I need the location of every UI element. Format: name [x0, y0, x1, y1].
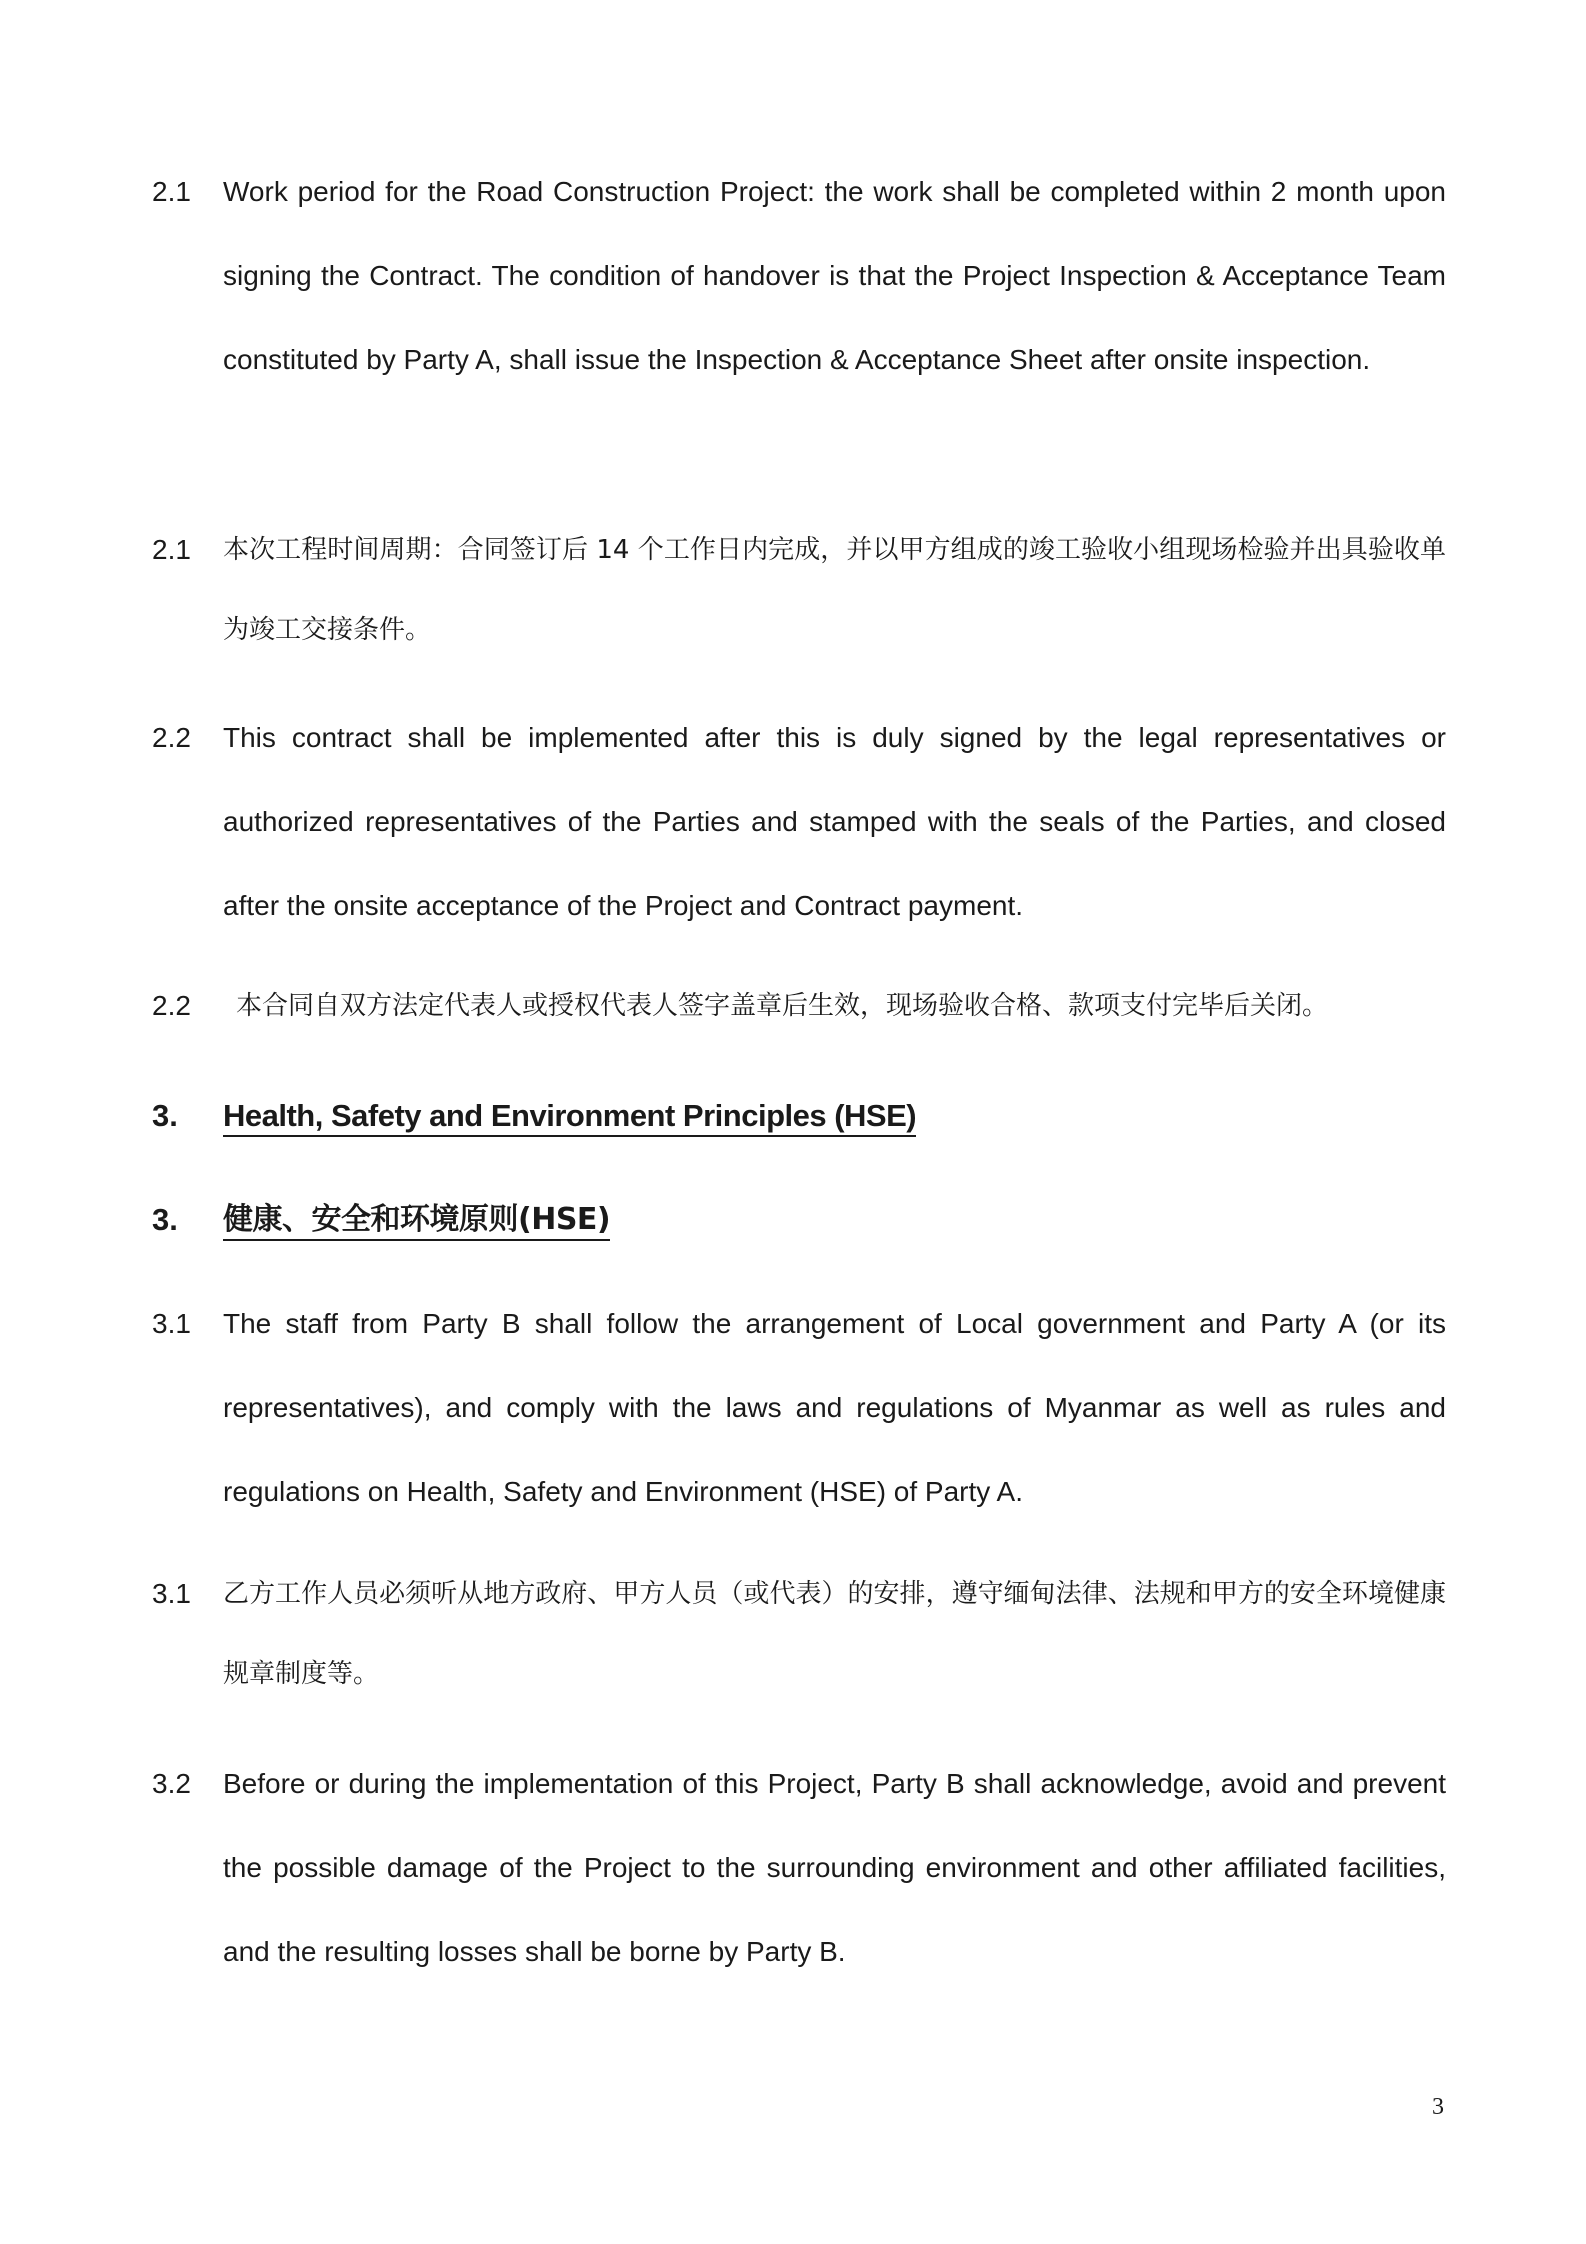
section-3-heading-zh	[152, 1178, 1446, 1262]
clause-3-1-zh	[152, 1554, 1446, 1714]
clause-3-1-en	[152, 1282, 1446, 1534]
clause-number: 2.2	[152, 722, 191, 753]
section-title: Health, Safety and Environment Principles (HSE)	[223, 1098, 916, 1137]
clause-number: 2.2	[152, 990, 191, 1021]
clause-3-2-en	[152, 1742, 1446, 1994]
clause-text: 本合同自双方法定代表人或授权代表人签字盖章后生效，现场验收合格、款项支付完毕后关闭。	[236, 991, 1329, 1021]
clause-text: Work period for the Road Construction Project: the work shall be completed within 2 month upon signing the Contract. The condition of handover is that the Project Inspection & Acceptance Team constituted by Party A, shall issue the Inspection & Acceptance Sheet after onsite inspection.	[223, 176, 1446, 375]
section-number: 3.	[152, 1202, 178, 1237]
clause-2-2-en	[152, 696, 1446, 948]
clause-2-2-zh	[152, 966, 1446, 1046]
clause-2-1-zh	[152, 510, 1446, 670]
clause-number: 3.1	[152, 1578, 191, 1609]
clause-number: 3.2	[152, 1768, 191, 1799]
section-3-heading-en	[152, 1074, 1446, 1158]
clause-text: Before or during the implementation of this Project, Party B shall acknowledge, avoid and prevent the possible damage of the Project to the surrounding environment and other affiliated facilities, and the resulting losses shall be borne by Party B.	[223, 1768, 1446, 1967]
section-title: 健康、安全和环境原则(HSE)	[223, 1202, 610, 1241]
clause-text: The staff from Party B shall follow the arrangement of Local government and Party A (or its representatives), and comply with the laws and regulations of Myanmar as well as rules and regulations on Health, Safety and Environment (HSE) of Party A.	[223, 1308, 1446, 1507]
clause-text: 乙方工作人员必须听从地方政府、甲方人员（或代表）的安排，遵守缅甸法律、法规和甲方的安全环境健康规章制度等。	[223, 1579, 1446, 1689]
page-number: 3	[1432, 2094, 1444, 2120]
clause-2-1-en	[152, 150, 1446, 486]
clause-number: 3.1	[152, 1308, 191, 1339]
clause-text: 本次工程时间周期：合同签订后 14 个工作日内完成，并以甲方组成的竣工验收小组现场检验并出具验收单为竣工交接条件。	[223, 535, 1446, 645]
clause-number: 2.1	[152, 534, 191, 565]
clause-number: 2.1	[152, 176, 191, 207]
section-number: 3.	[152, 1098, 178, 1133]
clause-text: This contract shall be implemented after this is duly signed by the legal representatives or authorized representatives of the Parties and stamped with the seals of the Parties, and closed after the onsite acceptance of the Project and Contract payment.	[223, 722, 1446, 921]
